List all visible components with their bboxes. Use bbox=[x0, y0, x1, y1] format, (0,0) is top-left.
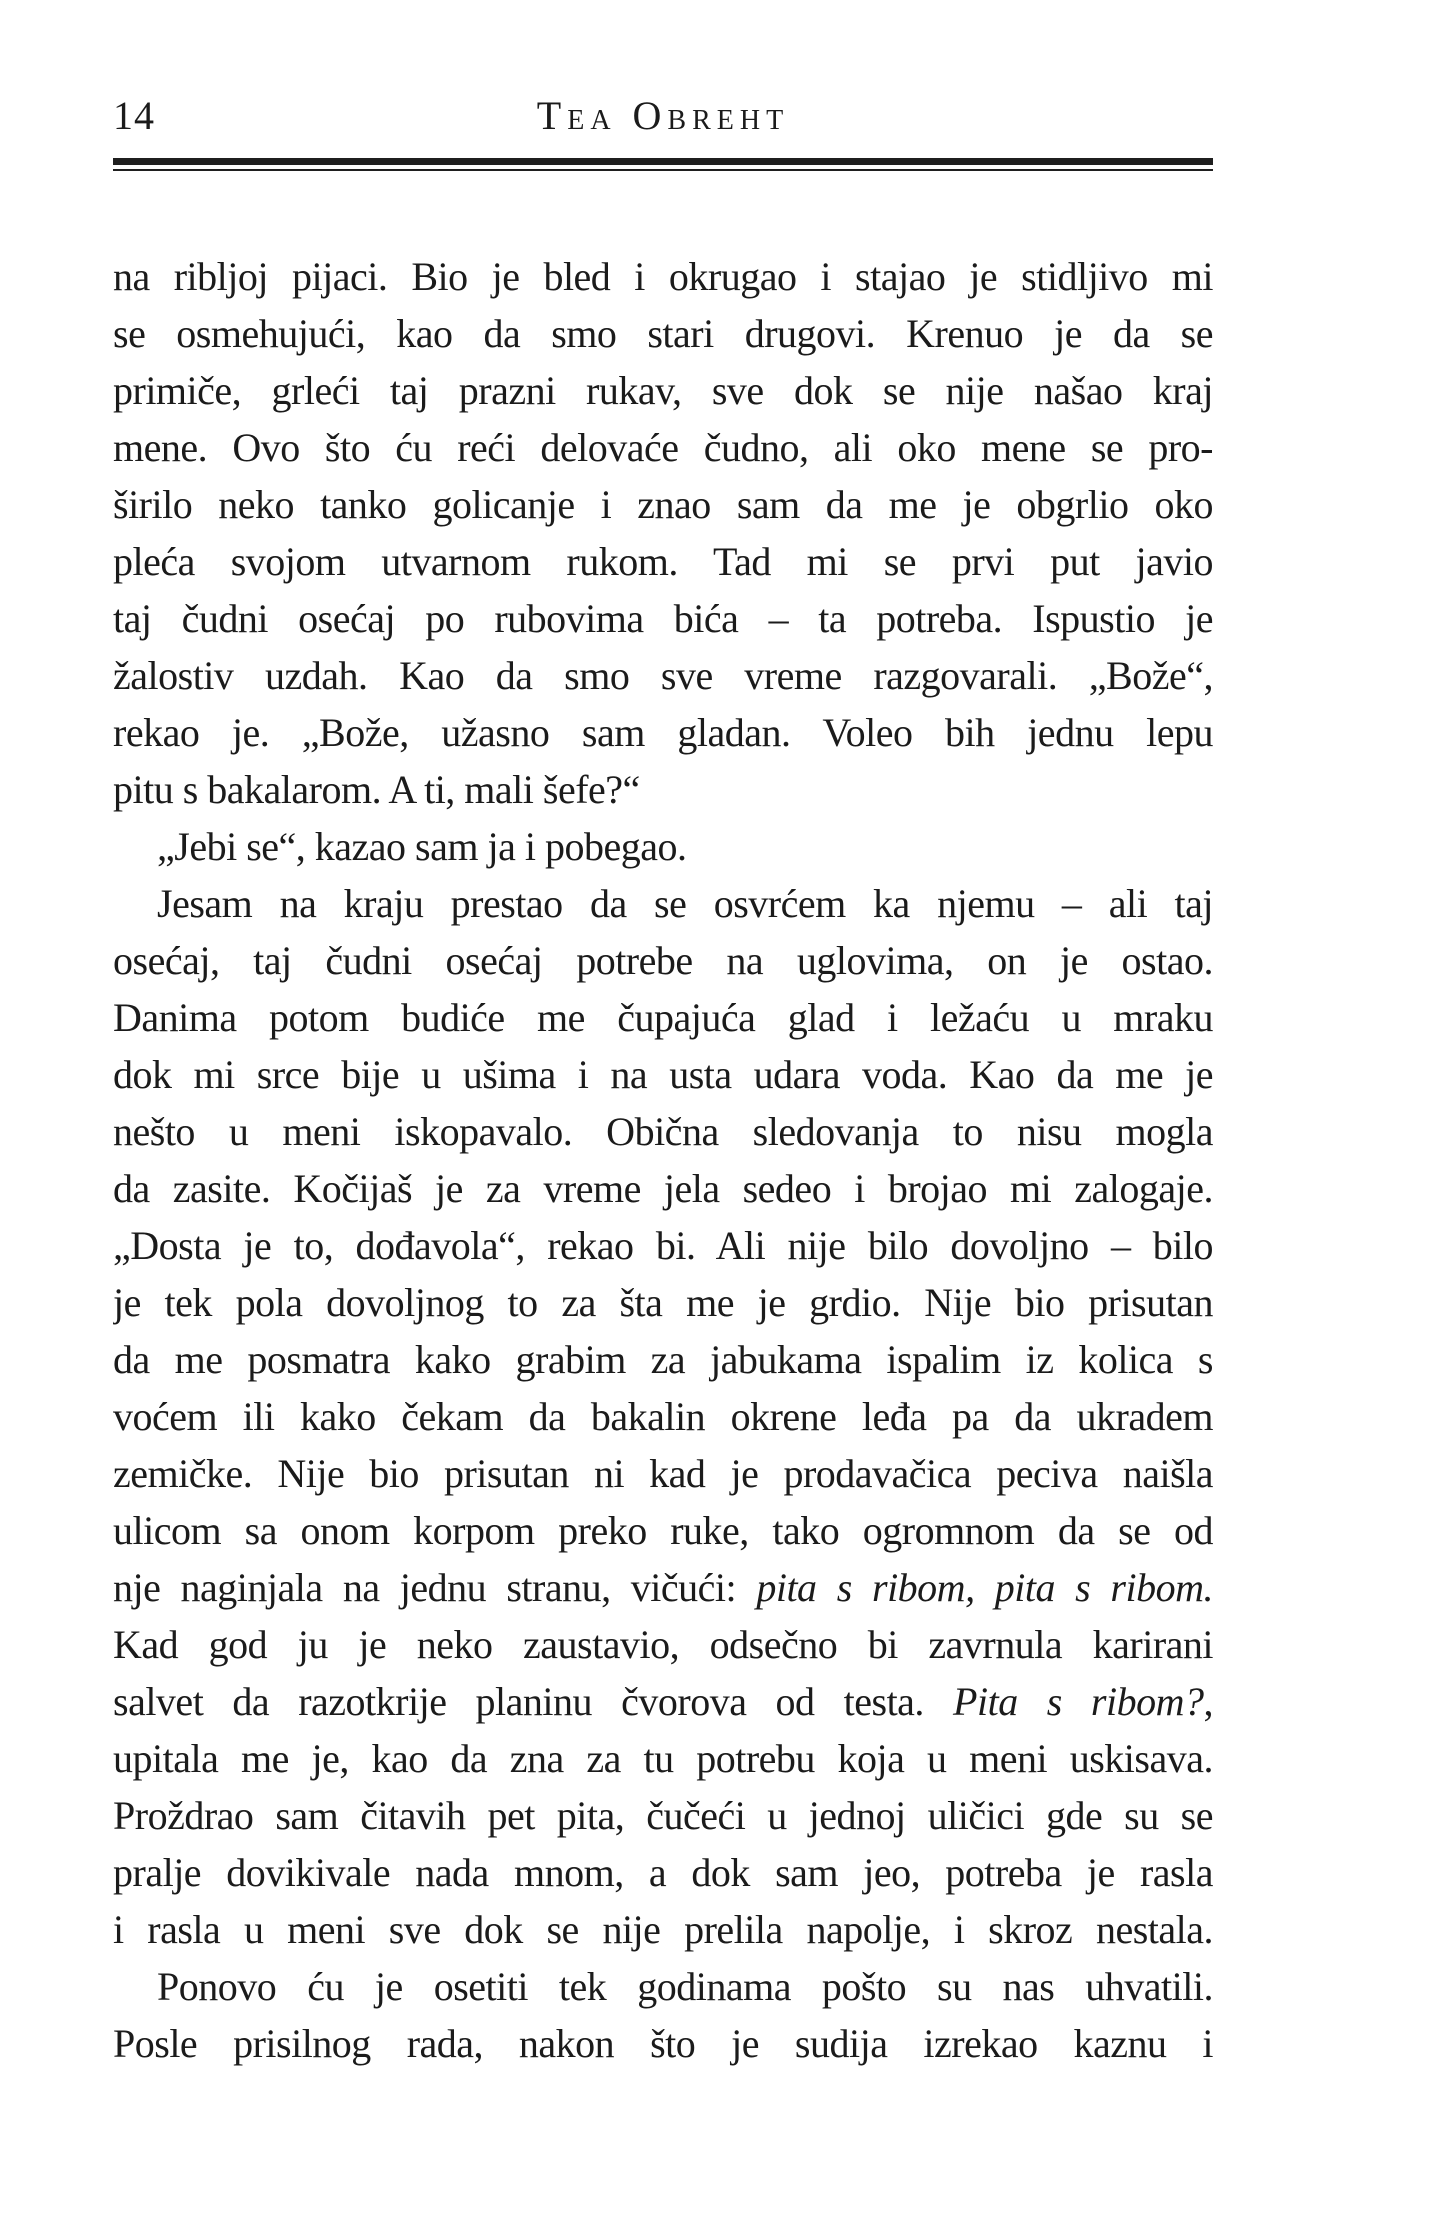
text-column bbox=[113, 0, 1213, 2072]
page-number: 14 bbox=[113, 93, 155, 138]
text-line: pralje dovikivale nada mnom, a dok sam jeo, potreba je rasla bbox=[113, 1850, 1213, 1895]
text-line: Kad god ju je neko zaustavio, odsečno bi zavrnula karirani bbox=[113, 1622, 1213, 1667]
text-line: primiče, grleći taj prazni rukav, sve dok se nije našao kraj bbox=[113, 368, 1213, 413]
text-line: i rasla u meni sve dok se nije prelila napolje, i skroz nestala. bbox=[113, 1907, 1213, 1952]
text-line: „Jebi se“, kazao sam ja i pobegao. bbox=[157, 824, 687, 869]
text-line: mene. Ovo što ću reći delovaće čudno, ali oko mene se pro- bbox=[113, 425, 1213, 470]
text-line: pitu s bakalarom. A ti, mali šefe?“ bbox=[113, 767, 640, 812]
paragraph bbox=[113, 248, 1213, 818]
text-line: salvet da razotkrije planinu čvorova od testa. Pita s ribom?, bbox=[113, 1679, 1213, 1724]
paragraph bbox=[113, 1958, 1213, 2072]
text-line: osećaj, taj čudni osećaj potrebe na uglovima, on je ostao. bbox=[113, 938, 1213, 983]
header-rule bbox=[113, 158, 1213, 171]
text-line: se osmehujući, kao da smo stari drugovi. Krenuo je da se bbox=[113, 311, 1213, 356]
text-line: širilo neko tanko golicanje i znao sam da me je obgrlio oko bbox=[113, 482, 1213, 527]
text-line: da zasite. Kočijaš je za vreme jela sedeo i brojao mi zalogaje. bbox=[113, 1166, 1213, 1211]
header-rule-thin-line bbox=[113, 169, 1213, 171]
text-line: je tek pola dovoljnog to za šta me je grdio. Nije bio prisutan bbox=[113, 1280, 1213, 1325]
text-line: Ponovo ću je osetiti tek godinama pošto su nas uhvatili. bbox=[157, 1964, 1213, 2009]
text-line: nje naginjala na jednu stranu, vičući: pita s ribom, pita s ribom. bbox=[113, 1565, 1213, 1610]
page-header bbox=[113, 92, 1213, 154]
text-line: žalostiv uzdah. Kao da smo sve vreme razgovarali. „Bože“, bbox=[113, 653, 1213, 698]
text-line: nešto u meni iskopavalo. Obična sledovanja to nisu mogla bbox=[113, 1109, 1213, 1154]
text-line: zemičke. Nije bio prisutan ni kad je prodavačica peciva naišla bbox=[113, 1451, 1213, 1496]
text-line: voćem ili kako čekam da bakalin okrene leđa pa da ukradem bbox=[113, 1394, 1213, 1439]
header-rule-thick-line bbox=[113, 158, 1213, 165]
text-line: Danima potom budiće me čupajuća glad i ležaću u mraku bbox=[113, 995, 1213, 1040]
text-line: Posle prisilnog rada, nakon što je sudija izrekao kaznu i bbox=[113, 2021, 1213, 2066]
text-line: upitala me je, kao da zna za tu potrebu koja u meni uskisava. bbox=[113, 1736, 1213, 1781]
text-line: taj čudni osećaj po rubovima bića – ta potreba. Ispustio je bbox=[113, 596, 1213, 641]
running-title: Tea Obreht bbox=[536, 93, 790, 138]
text-line: rekao je. „Bože, užasno sam gladan. Voleo bih jednu lepu bbox=[113, 710, 1213, 755]
text-line: ulicom sa onom korpom preko ruke, tako ogromnom da se od bbox=[113, 1508, 1213, 1553]
text-line: pleća svojom utvarnom rukom. Tad mi se prvi put javio bbox=[113, 539, 1213, 584]
text-line: dok mi srce bije u ušima i na usta udara voda. Kao da me je bbox=[113, 1052, 1213, 1097]
text-line: na ribljoj pijaci. Bio je bled i okrugao i stajao je stidljivo mi bbox=[113, 254, 1213, 299]
text-line: da me posmatra kako grabim za jabukama ispalim iz kolica s bbox=[113, 1337, 1213, 1382]
text-line: Proždrao sam čitavih pet pita, čučeći u jednoj uličici gde su se bbox=[113, 1793, 1213, 1838]
text-line: „Dosta je to, dođavola“, rekao bi. Ali nije bilo dovoljno – bilo bbox=[113, 1223, 1213, 1268]
text-line: Jesam na kraju prestao da se osvrćem ka njemu – ali taj bbox=[157, 881, 1213, 926]
body-text bbox=[113, 248, 1213, 2072]
paragraph bbox=[113, 818, 1213, 875]
paragraph bbox=[113, 875, 1213, 1958]
